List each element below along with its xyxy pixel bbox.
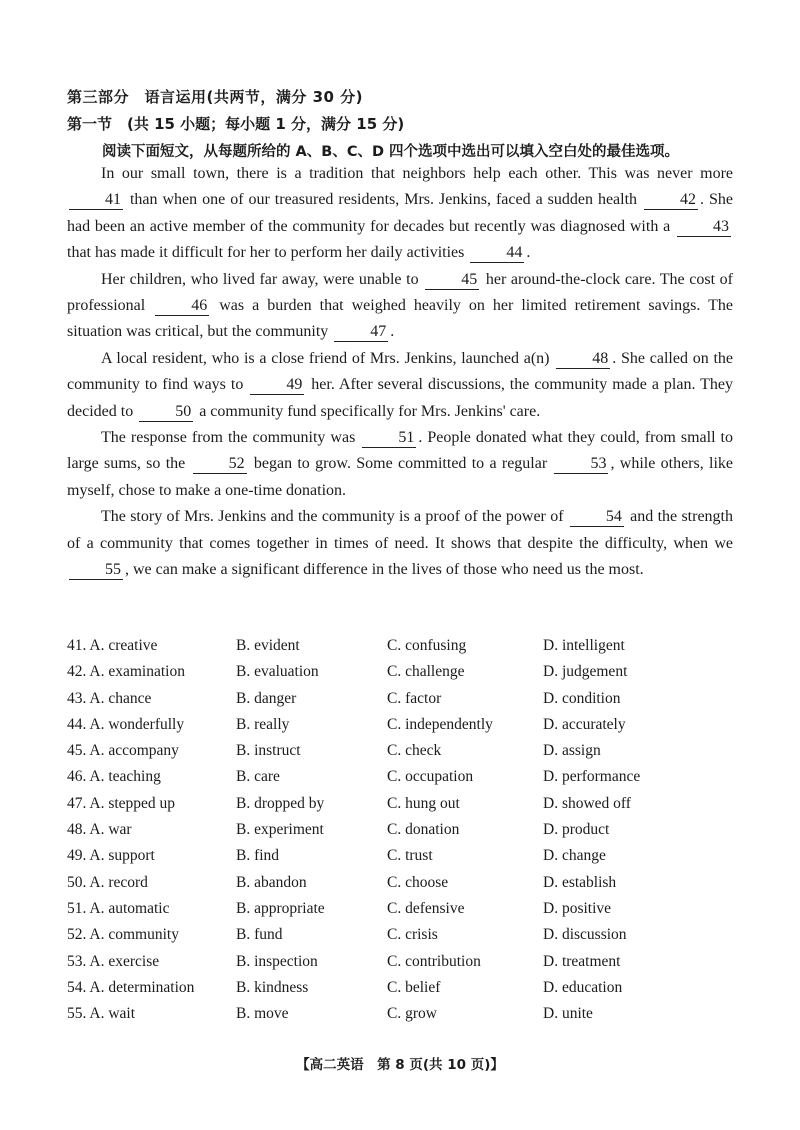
question-45 bbox=[67, 742, 747, 768]
subsection-title: 第一节 (共 15 小题；每小题 1 分，满分 15 分) bbox=[67, 115, 405, 133]
option-c: C. donation bbox=[387, 821, 460, 839]
option-c: C. independently bbox=[387, 715, 493, 733]
option-a: 48. A. war bbox=[67, 821, 132, 839]
option-b: B. care bbox=[236, 768, 280, 786]
blank-43: 43 bbox=[677, 218, 731, 237]
section-title: 第三部分 语言运用(共两节，满分 30 分) bbox=[67, 88, 364, 106]
option-a: 41. A. creative bbox=[67, 637, 158, 654]
cloze-passage bbox=[67, 161, 733, 584]
option-c: C. factor bbox=[387, 689, 442, 707]
option-b: B. appropriate bbox=[236, 899, 325, 917]
question-44 bbox=[67, 716, 747, 742]
option-b: B. kindness bbox=[236, 978, 309, 996]
blank-50: 50 bbox=[139, 403, 193, 422]
blank-55: 55 bbox=[69, 561, 123, 580]
blank-42: 42 bbox=[644, 191, 698, 210]
option-d: D. change bbox=[543, 847, 606, 865]
option-b: B. danger bbox=[236, 689, 297, 707]
option-d: D. accurately bbox=[543, 715, 626, 733]
option-a: 54. A. determination bbox=[67, 978, 195, 996]
option-c: C. check bbox=[387, 742, 442, 760]
option-d: D. product bbox=[543, 821, 610, 839]
option-d: D. treatment bbox=[543, 952, 621, 970]
option-c: C. belief bbox=[387, 978, 441, 996]
question-53 bbox=[67, 953, 747, 979]
question-49 bbox=[67, 847, 747, 873]
option-b: B. evaluation bbox=[236, 663, 319, 681]
option-b: B. find bbox=[236, 847, 280, 865]
option-a: 55. A. wait bbox=[67, 1005, 136, 1023]
option-a: 43. A. chance bbox=[67, 689, 152, 707]
blank-47: 47 bbox=[334, 323, 388, 342]
paragraph-5: The story of Mrs. Jenkins and the community is a proof of the power of 54 and the strength of a community that comes together in times of need. It shows that despite the difficulty, when we 55 , we can make a significant difference in the lives of those who need us the most. bbox=[67, 508, 733, 579]
option-d: D. education bbox=[543, 978, 623, 996]
option-d: D. intelligent bbox=[543, 637, 625, 654]
blank-54: 54 bbox=[570, 508, 624, 527]
question-55 bbox=[67, 1005, 747, 1031]
option-b: B. dropped by bbox=[236, 794, 325, 812]
paragraph-2: Her children, who lived far away, were unable to 45 her around-the-clock care. The cost of professional 46 was a burden that weighed heavily on her limited retirement savings. The situation was critical, but the community 47 . bbox=[67, 270, 734, 341]
option-d: D. establish bbox=[543, 873, 617, 891]
option-b: B. experiment bbox=[236, 821, 324, 839]
option-a: 51. A. automatic bbox=[67, 899, 170, 917]
option-a: 45. A. accompany bbox=[67, 742, 179, 760]
paragraph-3: A local resident, who is a close friend of Mrs. Jenkins, launched a(n) 48 . She called on the community to find ways to 49 her. After several discussions, the community made a plan. They decided to 50 a community fund specifically for Mrs. Jenkins' care. bbox=[67, 349, 734, 420]
option-d: D. assign bbox=[543, 742, 601, 760]
question-51 bbox=[67, 900, 747, 926]
option-c: C. crisis bbox=[387, 926, 438, 944]
option-b: B. really bbox=[236, 715, 290, 733]
blank-53: 53 bbox=[554, 455, 608, 474]
options-list bbox=[67, 637, 747, 1031]
blank-45: 45 bbox=[425, 271, 479, 290]
option-a: 52. A. community bbox=[67, 926, 179, 944]
question-43 bbox=[67, 690, 747, 716]
option-c: C. contribution bbox=[387, 952, 481, 970]
question-46 bbox=[67, 768, 747, 794]
question-41 bbox=[67, 637, 747, 663]
blank-52: 52 bbox=[193, 455, 247, 474]
paragraph-4: The response from the community was 51 . People donated what they could, from small to large sums, so the 52 began to grow. Some committed to a regular 53 , while others, like myself, chose to make a one-time donation. bbox=[67, 429, 734, 499]
option-c: C. hung out bbox=[387, 794, 460, 812]
instruction: 阅读下面短文，从每题所给的 A、B、C、D 四个选项中选出可以填入空白处的最佳选项。 bbox=[102, 144, 680, 160]
blank-46: 46 bbox=[155, 297, 209, 316]
blank-48: 48 bbox=[556, 350, 610, 369]
option-d: D. positive bbox=[543, 899, 612, 917]
option-b: B. inspection bbox=[236, 952, 318, 970]
option-d: D. discussion bbox=[543, 926, 627, 944]
blank-41: 41 bbox=[69, 191, 123, 210]
question-54 bbox=[67, 979, 747, 1005]
option-c: C. grow bbox=[387, 1005, 437, 1023]
option-d: D. showed off bbox=[543, 794, 631, 812]
option-b: B. instruct bbox=[236, 742, 301, 760]
option-a: 50. A. record bbox=[67, 873, 148, 891]
option-a: 44. A. wonderfully bbox=[67, 715, 185, 733]
question-42 bbox=[67, 663, 747, 689]
option-d: D. unite bbox=[543, 1005, 593, 1023]
option-c: C. challenge bbox=[387, 663, 465, 681]
option-a: 47. A. stepped up bbox=[67, 794, 176, 812]
option-a: 49. A. support bbox=[67, 847, 155, 865]
option-c: C. defensive bbox=[387, 899, 465, 917]
page-footer: 【高二英语 第 8 页(共 10 页)】 bbox=[296, 1057, 504, 1073]
option-b: B. evident bbox=[236, 637, 300, 654]
blank-49: 49 bbox=[250, 376, 304, 395]
question-50 bbox=[67, 874, 747, 900]
option-b: B. fund bbox=[236, 926, 283, 944]
option-d: D. condition bbox=[543, 689, 621, 707]
option-b: B. abandon bbox=[236, 873, 307, 891]
option-a: 46. A. teaching bbox=[67, 768, 161, 786]
option-a: 53. A. exercise bbox=[67, 952, 160, 970]
question-47 bbox=[67, 795, 747, 821]
question-48 bbox=[67, 821, 747, 847]
option-a: 42. A. examination bbox=[67, 663, 185, 681]
option-c: C. confusing bbox=[387, 637, 467, 654]
blank-51: 51 bbox=[362, 429, 416, 448]
option-b: B. move bbox=[236, 1005, 289, 1023]
option-c: C. occupation bbox=[387, 768, 474, 786]
question-52 bbox=[67, 926, 747, 952]
option-d: D. judgement bbox=[543, 663, 628, 681]
paragraph-1: In our small town, there is a tradition that neighbors help each other. This was never more 41 than when one of our treasured residents, Mrs. Jenkins, faced a sudden health 42 . She had been an active member of the community for decades but recently was diagnosed with a 43 that has made it difficult for her to perform her daily activities 44 . bbox=[67, 165, 734, 262]
option-d: D. performance bbox=[543, 768, 641, 786]
blank-44: 44 bbox=[470, 244, 524, 263]
option-c: C. choose bbox=[387, 873, 449, 891]
option-c: C. trust bbox=[387, 847, 433, 865]
